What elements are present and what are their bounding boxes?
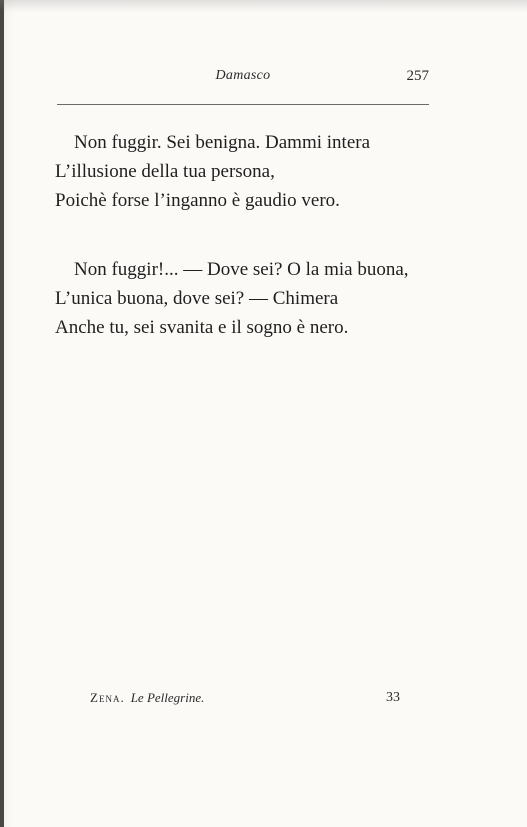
- poem-line: L’illusione della tua persona,: [55, 161, 275, 182]
- signature-footer: [90, 690, 400, 712]
- poem-line: Poichè forse l’inganno è gaudio vero.: [55, 190, 340, 211]
- signature-mark: [90, 690, 204, 706]
- running-title: Damasco: [215, 68, 271, 83]
- stanza-1: [55, 128, 475, 215]
- poem: [55, 128, 475, 382]
- stanza-2: [55, 255, 475, 342]
- signature-name: Zena.: [90, 690, 125, 705]
- header-rule: [57, 104, 429, 105]
- poem-line: Non fuggir. Sei benigna. Dammi intera: [74, 132, 371, 153]
- page-binding-edge: [0, 0, 4, 827]
- signature-number: 33: [386, 690, 400, 705]
- running-head: [57, 68, 429, 88]
- signature-title: Le Pellegrine.: [130, 690, 205, 705]
- page-number: 257: [406, 68, 429, 84]
- poem-line: Anche tu, sei svanita e il sogno è nero.: [55, 317, 349, 338]
- poem-line: L’unica buona, dove sei? — Chimera: [55, 288, 339, 309]
- poem-line: Non fuggir!... — Dove sei? O la mia buona,: [74, 259, 409, 280]
- page-top-shadow: [0, 0, 527, 12]
